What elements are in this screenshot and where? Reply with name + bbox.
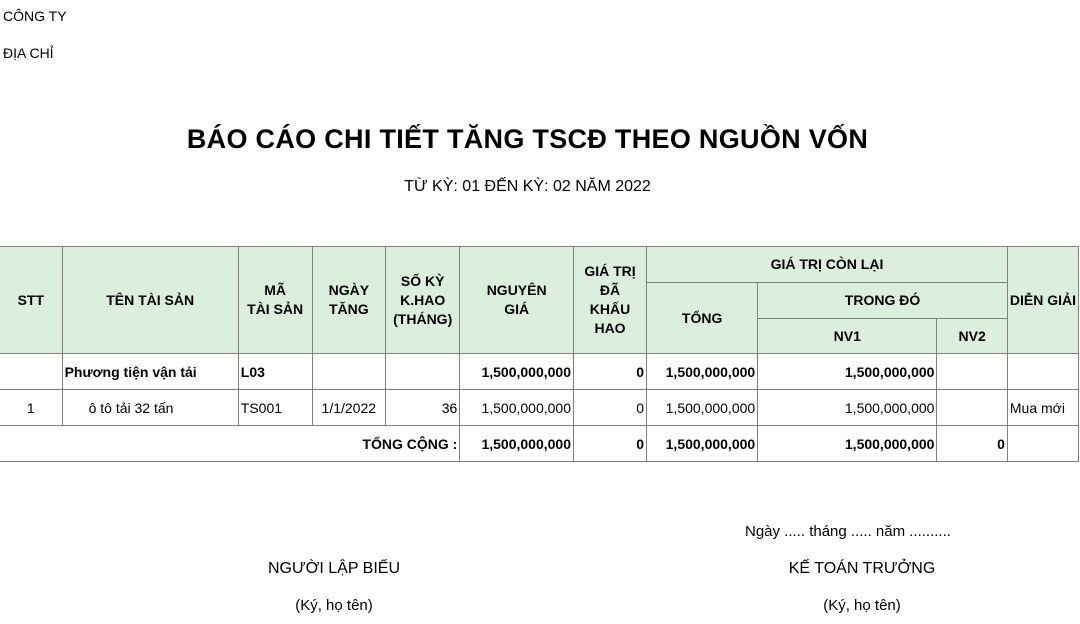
col-header-depreciated-value: GIÁ TRỊ ĐÃ KHẤU HAO (573, 247, 646, 354)
cell-asset-name: ô tô tải 32 tấn (62, 390, 238, 426)
cell-nv1: 1,500,000,000 (758, 354, 937, 390)
cell-increase-date (312, 354, 386, 390)
cell-total-nv1: 1,500,000,000 (758, 426, 937, 462)
cell-remaining-total: 1,500,000,000 (647, 354, 758, 390)
cell-original-cost: 1,500,000,000 (460, 354, 574, 390)
cell-depreciated-value: 0 (573, 390, 646, 426)
col-header-asset-code: MÃ TÀI SẢN (238, 247, 312, 354)
company-name: CÔNG TY (3, 8, 67, 24)
company-address: ĐỊA CHỈ (3, 45, 54, 61)
col-header-nv2: NV2 (937, 319, 1007, 354)
cell-total-remaining: 1,500,000,000 (647, 426, 758, 462)
col-header-description: DIỄN GIẢI (1007, 247, 1078, 354)
cell-total-label: TỔNG CỘNG : (0, 426, 460, 462)
cell-nv1: 1,500,000,000 (758, 390, 937, 426)
cell-depreciated-value: 0 (573, 354, 646, 390)
cell-description (1007, 354, 1078, 390)
table-row-total (0, 426, 1079, 462)
col-header-remaining-value: GIÁ TRỊ CÒN LẠI (647, 247, 1008, 283)
signature-date-line: Ngày ..... tháng ..... năm .......... (745, 523, 951, 540)
cell-nv2 (937, 390, 1007, 426)
col-header-of-which: TRONG ĐÓ (758, 283, 1008, 319)
cell-increase-date: 1/1/2022 (312, 390, 386, 426)
cell-nv2 (937, 354, 1007, 390)
cell-total-original-cost: 1,500,000,000 (460, 426, 574, 462)
report-title: BÁO CÁO CHI TIẾT TĂNG TSCĐ THEO NGUỒN VỐN (186, 124, 869, 154)
cell-stt: 1 (0, 390, 62, 426)
col-header-asset-name: TÊN TÀI SẢN (62, 247, 238, 354)
table-row-group (0, 354, 1079, 390)
cell-depreciation-periods: 36 (386, 390, 460, 426)
chief-accountant-sign-note: (Ký, họ tên) (823, 597, 901, 614)
report-period: TỪ KỲ: 01 ĐẾN KỲ: 02 NĂM 2022 (404, 178, 651, 195)
cell-asset-name: Phương tiện vận tải (62, 354, 238, 390)
cell-total-description (1007, 426, 1078, 462)
cell-stt (0, 354, 62, 390)
col-header-stt: STT (0, 247, 62, 354)
cell-description: Mua mới (1007, 390, 1078, 426)
cell-remaining-total: 1,500,000,000 (647, 390, 758, 426)
cell-asset-code: L03 (238, 354, 312, 390)
col-header-nv1: NV1 (758, 319, 937, 354)
asset-increase-table (0, 246, 1079, 462)
preparer-title: NGƯỜI LẬP BIỂU (267, 560, 400, 577)
cell-total-depreciated: 0 (573, 426, 646, 462)
col-header-remaining-total: TỔNG (647, 283, 758, 354)
col-header-original-cost: NGUYÊN GIÁ (460, 247, 574, 354)
chief-accountant-title: KẾ TOÁN TRƯỞNG (788, 560, 936, 577)
col-header-increase-date: NGÀY TĂNG (312, 247, 386, 354)
cell-asset-code: TS001 (238, 390, 312, 426)
cell-depreciation-periods (386, 354, 460, 390)
col-header-depreciation-periods: SỐ KỲ K.HAO (THÁNG) (386, 247, 460, 354)
table-row (0, 390, 1079, 426)
cell-original-cost: 1,500,000,000 (460, 390, 574, 426)
preparer-sign-note: (Ký, họ tên) (295, 597, 373, 614)
cell-total-nv2: 0 (937, 426, 1007, 462)
